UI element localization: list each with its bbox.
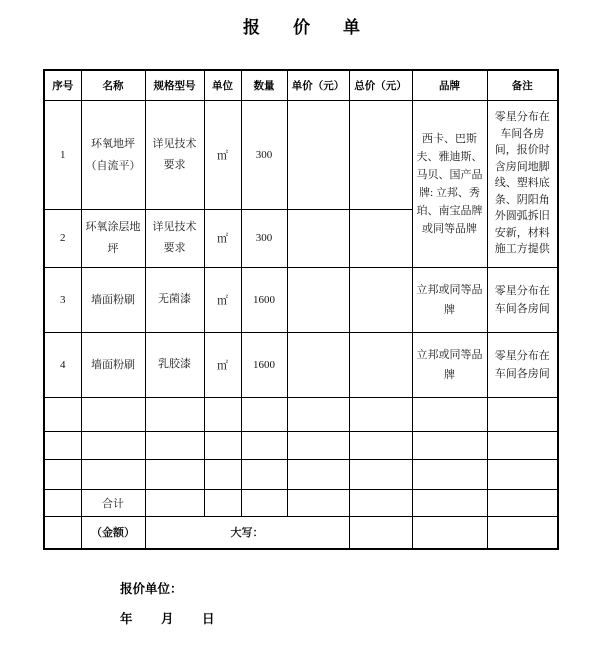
empty-cell — [81, 459, 145, 489]
cell-spec: 详见技术要求 — [145, 100, 204, 209]
empty-row — [44, 397, 558, 431]
header-cell-spec: 规格型号 — [145, 70, 204, 100]
empty-cell — [349, 489, 412, 516]
cell-total-price — [349, 267, 412, 332]
empty-cell — [44, 459, 81, 489]
cell-unit-price — [287, 332, 349, 397]
empty-cell — [81, 397, 145, 431]
cell-unit: ㎡ — [204, 267, 241, 332]
table-row-4 — [44, 332, 558, 397]
empty-cell — [412, 489, 487, 516]
cell-brand: 立邦或同等品牌 — [412, 267, 487, 332]
empty-cell — [487, 459, 558, 489]
empty-cell — [44, 397, 81, 431]
header-cell-total-price: 总价（元） — [349, 70, 412, 100]
empty-cell — [241, 397, 287, 431]
cell-brand-rows-1-2: 西卡、巴斯夫、雅迪斯、马贝、国产品牌: 立邦、秀珀、南宝品牌或同等品牌 — [412, 100, 487, 267]
cell-no: 2 — [44, 209, 81, 267]
empty-cell — [145, 397, 204, 431]
empty-cell — [287, 489, 349, 516]
empty-cell — [204, 459, 241, 489]
cell-total-price — [349, 332, 412, 397]
amount-row — [44, 516, 558, 549]
cell-qty: 1600 — [241, 267, 287, 332]
quotation-table — [43, 69, 559, 550]
empty-cell — [412, 459, 487, 489]
cell-remark: 零星分布在车间各房间 — [487, 267, 558, 332]
empty-cell — [349, 431, 412, 459]
empty-cell — [487, 431, 558, 459]
cell-name: 墙面粉刷 — [81, 332, 145, 397]
empty-cell — [287, 431, 349, 459]
cell-unit: ㎡ — [204, 209, 241, 267]
table-row-1 — [44, 100, 558, 209]
empty-cell — [412, 431, 487, 459]
empty-cell — [412, 397, 487, 431]
date-label: 年 月 日 — [120, 612, 223, 626]
empty-cell — [412, 516, 487, 549]
cell-qty: 300 — [241, 209, 287, 267]
empty-row — [44, 459, 558, 489]
cell-unit-price — [287, 267, 349, 332]
cell-no: 3 — [44, 267, 81, 332]
cell-spec: 无菌漆 — [145, 267, 204, 332]
empty-cell — [349, 516, 412, 549]
empty-cell — [81, 431, 145, 459]
cell-unit: ㎡ — [204, 332, 241, 397]
total-label: 合计 — [81, 489, 145, 516]
amount-in-words-label: 大写： — [145, 516, 349, 549]
header-cell-qty: 数量 — [241, 70, 287, 100]
empty-cell — [349, 459, 412, 489]
cell-name: 环氧地坪（自流平） — [81, 100, 145, 209]
empty-cell — [487, 489, 558, 516]
table-row-3 — [44, 267, 558, 332]
empty-row — [44, 431, 558, 459]
empty-cell — [349, 397, 412, 431]
cell-unit-price — [287, 209, 349, 267]
cell-qty: 300 — [241, 100, 287, 209]
cell-unit-price — [287, 100, 349, 209]
empty-cell — [145, 459, 204, 489]
cell-remark-rows-1-2: 零星分布在车间各房间，报价时含房间地脚线、塑料底条、阴阳角外圆弧拆旧安新，材料施工方提供 — [487, 100, 558, 267]
cell-total-price — [349, 209, 412, 267]
empty-cell — [145, 431, 204, 459]
cell-no: 4 — [44, 332, 81, 397]
empty-cell — [204, 431, 241, 459]
header-cell-unit-price: 单价（元） — [287, 70, 349, 100]
total-row — [44, 489, 558, 516]
cell-name: 环氧涂层地坪 — [81, 209, 145, 267]
cell-brand: 立邦或同等品牌 — [412, 332, 487, 397]
header-row — [44, 70, 558, 100]
cell-qty: 1600 — [241, 332, 287, 397]
cell-spec: 详见技术要求 — [145, 209, 204, 267]
quoting-unit-label: 报价单位： — [120, 582, 183, 596]
empty-cell — [287, 459, 349, 489]
empty-cell — [487, 516, 558, 549]
empty-cell — [241, 489, 287, 516]
cell-remark: 零星分布在车间各房间 — [487, 332, 558, 397]
empty-cell — [487, 397, 558, 431]
amount-label: （金额） — [81, 516, 145, 549]
header-cell-no: 序号 — [44, 70, 81, 100]
cell-spec: 乳胶漆 — [145, 332, 204, 397]
empty-cell — [44, 489, 81, 516]
empty-cell — [241, 459, 287, 489]
empty-cell — [44, 516, 81, 549]
cell-total-price — [349, 100, 412, 209]
header-cell-brand: 品牌 — [412, 70, 487, 100]
header-cell-unit: 单位 — [204, 70, 241, 100]
page-title: 报 价 单 — [243, 18, 368, 37]
header-cell-name: 名称 — [81, 70, 145, 100]
cell-name: 墙面粉刷 — [81, 267, 145, 332]
empty-cell — [204, 397, 241, 431]
cell-unit: ㎡ — [204, 100, 241, 209]
empty-cell — [204, 489, 241, 516]
empty-cell — [145, 489, 204, 516]
empty-cell — [287, 397, 349, 431]
header-cell-remark: 备注 — [487, 70, 558, 100]
empty-cell — [44, 431, 81, 459]
cell-no: 1 — [44, 100, 81, 209]
empty-cell — [241, 431, 287, 459]
